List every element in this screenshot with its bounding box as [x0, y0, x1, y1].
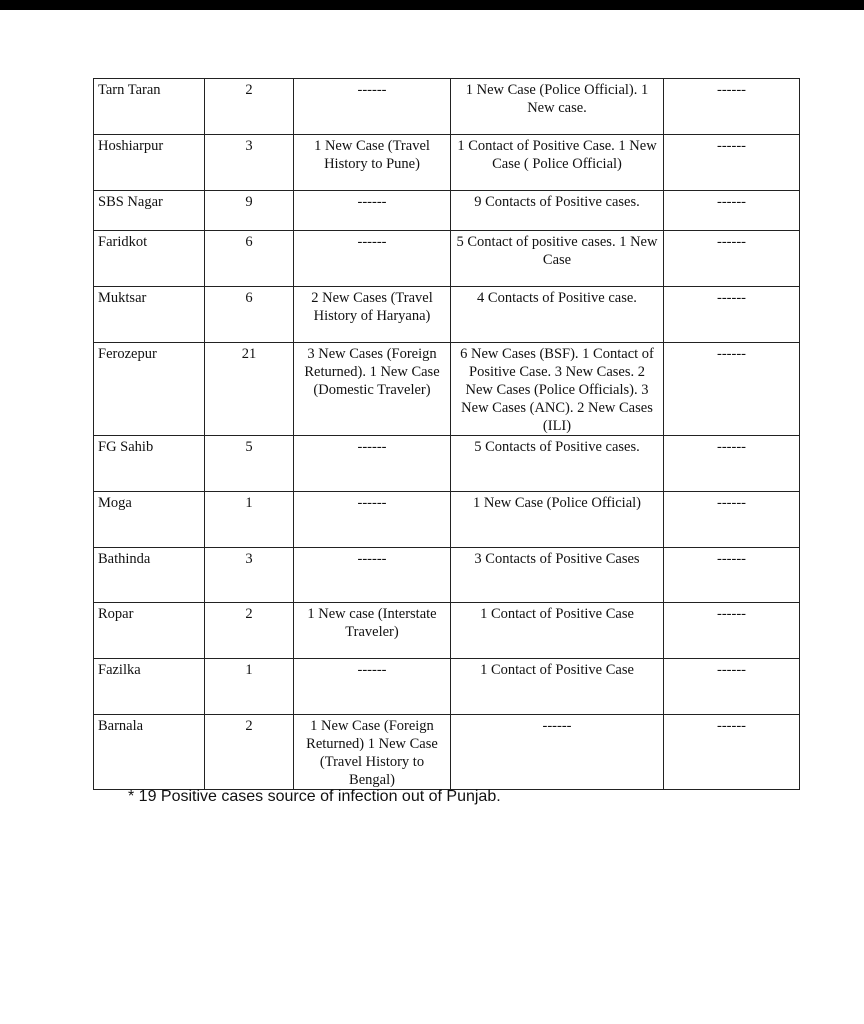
table-row — [94, 436, 800, 492]
district-cell: Ferozepur — [94, 343, 205, 436]
travel-history-cell: ------ — [294, 492, 451, 548]
count-cell: 21 — [205, 343, 294, 436]
contact-source-cell: 3 Contacts of Positive Cases — [451, 548, 664, 603]
table-row — [94, 191, 800, 231]
district-cell: SBS Nagar — [94, 191, 205, 231]
count-cell: 5 — [205, 436, 294, 492]
other-source-cell: ------ — [664, 436, 800, 492]
district-cell: Faridkot — [94, 231, 205, 287]
table-row — [94, 548, 800, 603]
travel-history-cell: ------ — [294, 231, 451, 287]
table-row — [94, 659, 800, 715]
count-cell: 2 — [205, 603, 294, 659]
contact-source-cell: 1 New Case (Police Official). 1 New case. — [451, 79, 664, 135]
contact-source-cell: 1 Contact of Positive Case. 1 New Case ( Police Official) — [451, 135, 664, 191]
top-border-bar — [0, 0, 864, 10]
table-row — [94, 603, 800, 659]
count-cell: 2 — [205, 79, 294, 135]
other-source-cell: ------ — [664, 231, 800, 287]
contact-source-cell: 6 New Cases (BSF). 1 Contact of Positive Case. 3 New Cases. 2 New Cases (Police Officials). 3 New Cases (ANC). 2 New Cases (ILI) — [451, 343, 664, 436]
count-cell: 9 — [205, 191, 294, 231]
table-row — [94, 79, 800, 135]
travel-history-cell: ------ — [294, 191, 451, 231]
other-source-cell: ------ — [664, 287, 800, 343]
table-row — [94, 492, 800, 548]
count-cell: 2 — [205, 715, 294, 790]
district-cell: Moga — [94, 492, 205, 548]
count-cell: 3 — [205, 135, 294, 191]
contact-source-cell: 5 Contact of positive cases. 1 New Case — [451, 231, 664, 287]
count-cell: 1 — [205, 492, 294, 548]
travel-history-cell: ------ — [294, 79, 451, 135]
count-cell: 6 — [205, 231, 294, 287]
contact-source-cell: 1 Contact of Positive Case — [451, 659, 664, 715]
district-cell: FG Sahib — [94, 436, 205, 492]
district-cell: Ropar — [94, 603, 205, 659]
district-cell: Barnala — [94, 715, 205, 790]
district-cell: Muktsar — [94, 287, 205, 343]
travel-history-cell: 2 New Cases (Travel History of Haryana) — [294, 287, 451, 343]
table-row — [94, 715, 800, 790]
travel-history-cell: 1 New case (Interstate Traveler) — [294, 603, 451, 659]
travel-history-cell: 1 New Case (Travel History to Pune) — [294, 135, 451, 191]
contact-source-cell: ------ — [451, 715, 664, 790]
table-row — [94, 231, 800, 287]
other-source-cell: ------ — [664, 603, 800, 659]
table-row — [94, 135, 800, 191]
district-cell: Tarn Taran — [94, 79, 205, 135]
other-source-cell: ------ — [664, 191, 800, 231]
count-cell: 3 — [205, 548, 294, 603]
contact-source-cell: 1 New Case (Police Official) — [451, 492, 664, 548]
other-source-cell: ------ — [664, 492, 800, 548]
contact-source-cell: 1 Contact of Positive Case — [451, 603, 664, 659]
district-cell: Fazilka — [94, 659, 205, 715]
other-source-cell: ------ — [664, 135, 800, 191]
travel-history-cell: ------ — [294, 659, 451, 715]
contact-source-cell: 9 Contacts of Positive cases. — [451, 191, 664, 231]
travel-history-cell: 1 New Case (Foreign Returned) 1 New Case (Travel History to Bengal) — [294, 715, 451, 790]
travel-history-cell: ------ — [294, 436, 451, 492]
other-source-cell: ------ — [664, 659, 800, 715]
count-cell: 6 — [205, 287, 294, 343]
table-row — [94, 287, 800, 343]
travel-history-cell: 3 New Cases (Foreign Returned). 1 New Case (Domestic Traveler) — [294, 343, 451, 436]
other-source-cell: ------ — [664, 548, 800, 603]
footnote: * 19 Positive cases source of infection out of Punjab. — [128, 788, 501, 805]
other-source-cell: ------ — [664, 715, 800, 790]
count-cell: 1 — [205, 659, 294, 715]
table-row — [94, 343, 800, 436]
contact-source-cell: 5 Contacts of Positive cases. — [451, 436, 664, 492]
other-source-cell: ------ — [664, 79, 800, 135]
district-cases-table — [93, 78, 800, 790]
contact-source-cell: 4 Contacts of Positive case. — [451, 287, 664, 343]
other-source-cell: ------ — [664, 343, 800, 436]
district-cell: Hoshiarpur — [94, 135, 205, 191]
travel-history-cell: ------ — [294, 548, 451, 603]
district-cell: Bathinda — [94, 548, 205, 603]
